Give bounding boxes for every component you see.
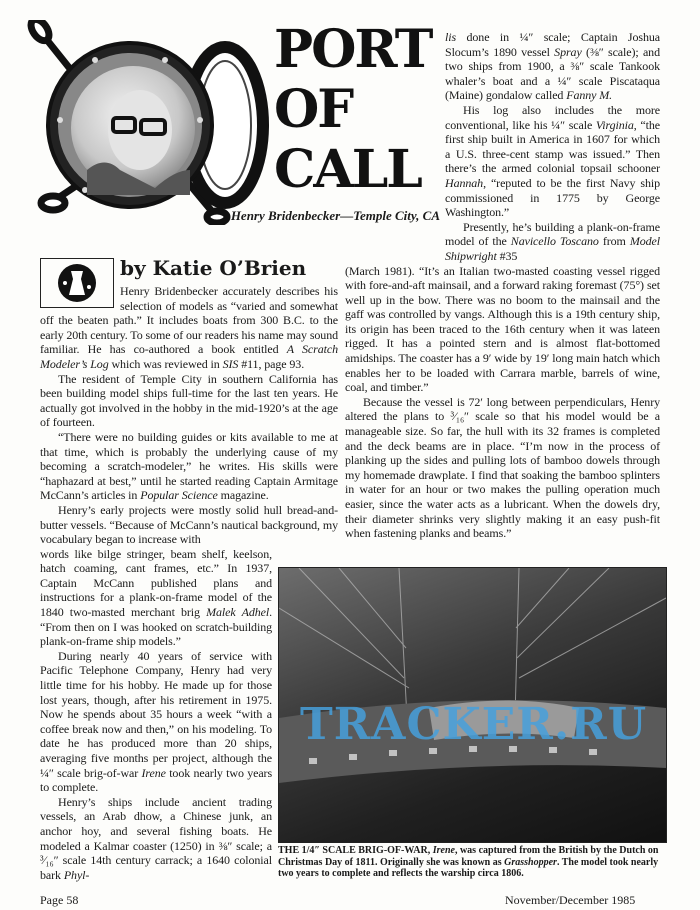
paragraph (40, 430, 338, 503)
right-column-wide (345, 264, 660, 541)
text-run: Henry’s early projects were mostly solid hull bread-and-butter vessels. “Because of McCann’s nautical background, my vocabulary began to increase with (40, 502, 338, 547)
text-run: Henry’s ships include ancient trading vessels, an Arab dhow, a Chinese junk, an anchor hoy, and several fishing boats. He modeled a Kalmar coaster (1250) in ⅜″ scale; a ³⁄₁₆″ scale 14th century carrack; a 1640 colonial bark (40, 794, 272, 882)
right-column-top (445, 30, 660, 264)
italic-text: Navicello Toscano (510, 234, 599, 249)
italic-text: Hannah (445, 175, 484, 190)
paragraph (40, 795, 272, 883)
title-line-port: PORT (274, 19, 432, 80)
title-line-call: CALL (274, 139, 421, 200)
title-line-of: OF (274, 79, 353, 140)
italic-text: Model Shipwright (445, 234, 660, 263)
paragraph (445, 220, 660, 264)
text-run: (⅜″ scale); and two ships from 1900, a ⅜″ scale Tankook whaler’s boat and a ¼″ scale Piscataqua (Maine) gondalow called (445, 44, 660, 103)
italic-text: Fanny M. (566, 88, 613, 103)
watermark: TRACKER.RU (300, 699, 648, 750)
paragraph (40, 503, 338, 547)
paragraph (445, 103, 660, 220)
left-column-narrow (40, 547, 272, 883)
text-run: During nearly 40 years of service with Pacific Telephone Company, Henry had very little time for his hobby. He made up for those lost years, though, after his retirement in 1975. Now he spends about 35 hours a week “with a coffee break now and then,” on his modeling. To date he has produced more than 20 ships, averaging five months per project, although the ¼″ scale brig-of-war (40, 648, 272, 780)
italic-text: Grasshopper (504, 856, 557, 868)
text-run: which was reviewed in (108, 356, 223, 371)
text-run: “There were no building guides or kits available to me at that time, which is probably the underlying cause of my becoming a scratch-modeler,” he writes. His skills were “haphazard at best,” until he started reading Captain Armitage McCann’s articles in (40, 429, 338, 503)
italic-text: Malek Adhel (206, 605, 270, 620)
text-run: , was captured from the British by the Dutch on Christmas Day of 1811. Originally she was known as (278, 845, 659, 868)
text-run: , “the first ship built in America in 1607 for which a U.S. three-cent stamp was issued.” Then there’s the armed colonial topsail schooner (445, 117, 660, 176)
italic-text: Irene (141, 765, 166, 780)
department-logo (40, 258, 114, 308)
text-run: from (598, 234, 630, 249)
paragraph (445, 30, 660, 103)
paragraph (40, 547, 272, 649)
byline: by Katie O’Brien (120, 256, 307, 280)
page-number: Page 58 (40, 893, 79, 907)
subject-name-location: Henry Bridenbecker—Temple City, CA (230, 208, 440, 223)
italic-text: Virginia (595, 117, 634, 132)
text-run: . “From then on I was hooked on scratch-building plank-on-frame ship models.” (40, 605, 272, 649)
issue-date: November/December 1985 (505, 893, 636, 907)
text-run: #35 (496, 248, 518, 263)
italic-text: Spray (554, 44, 582, 59)
text-run: . The model took nearly two years to complete and reflects the warship circa 1806. (278, 856, 659, 879)
text-run: (March 1981). “It’s an Italian two-masted coasting vessel rigged with fore-and-aft mainsail, and a forward raking foremast (75°) set well up in the bow. There was no boom to the mainsail and the gaff was controlled by vangs. Although this is a 19th century ship, its origin has been traced to the 16th century when it was lateen rigged. It has a pointed stern and is almost flat-bottomed amidships. The coaster has a 9′ wide by 19′ long main hatch which enables her to be loaded with Carrara marble, barrels of wine, coal, and timber.” (345, 263, 660, 395)
text-run: , “reputed to be the first Navy ship commissioned in 1775 by George Washington.” (445, 175, 660, 220)
text-run: magazine. (217, 488, 269, 503)
text-run: Presently, he’s building a plank-on-frame model of the (445, 219, 660, 249)
text-run: Henry Bridenbecker accurately describes his selection of models as “varied and somewhat off the beaten path.” It includes boats from 300 B.C. to the early 20th century. To some of our readers his name may sound familiar. He has co-authored a book entitled (40, 284, 338, 357)
text-run: took nearly two years to complete. (40, 765, 273, 795)
italic-text: A Scratch Modeler’s Log (40, 342, 338, 371)
paragraph (40, 649, 272, 795)
right-column (345, 30, 660, 541)
italic-text: Irene (432, 845, 455, 856)
porthole-illustration (25, 20, 280, 225)
photo-caption (278, 845, 668, 880)
left-column-text (40, 284, 338, 547)
italic-text: Popular Science (140, 488, 218, 503)
text-run: THE 1/4″ SCALE BRIG-OF-WAR, (278, 845, 433, 856)
paragraph (345, 395, 660, 541)
paragraph (40, 372, 338, 430)
text-run: Because the vessel is 72′ long between perpendiculars, Henry altered the plans to ³⁄₁₆″ scale so that his model would be a manageable size. So far, the hull with its 32 frames is completed and the deck beams are in place. “I’m now in the process of planking up the sides and pulling lots of bamboo dowels through my homemade drawplate. I find that soaking the bamboo splinters in water for an hour or two makes the pulling operation much easier, since the water acts as a lubricant. When the dowels dry, their diameter shrinks very slightly making it an easy push-fit when fastening planks and beams.” (345, 394, 660, 541)
text-run: words like bilge stringer, beam shelf, keelson, hatch coaming, cant frames, etc.” In 1937, Captain McCann published plans and instructions for a plank-on-frame model of the 1840 two-masted merchant brig (40, 546, 272, 620)
wreath-icon (55, 261, 99, 305)
paragraph (345, 264, 660, 395)
italic-text: SIS (222, 356, 239, 371)
text-run: The resident of Temple City in southern California has been building model ships full-time for the last ten years. He actually got involved in the hobby in the mid-1920’s at the age of fourteen. (40, 371, 338, 430)
text-run: done in ¼″ scale; Captain Joshua Slocum’s 1890 vessel (445, 30, 660, 59)
text-run: His log also includes the more conventional, like his ¼″ scale (445, 102, 660, 132)
text-run: #11, page 93. (238, 356, 305, 371)
italic-text: Phyl- (63, 867, 90, 882)
italic-text: lis (445, 30, 457, 44)
